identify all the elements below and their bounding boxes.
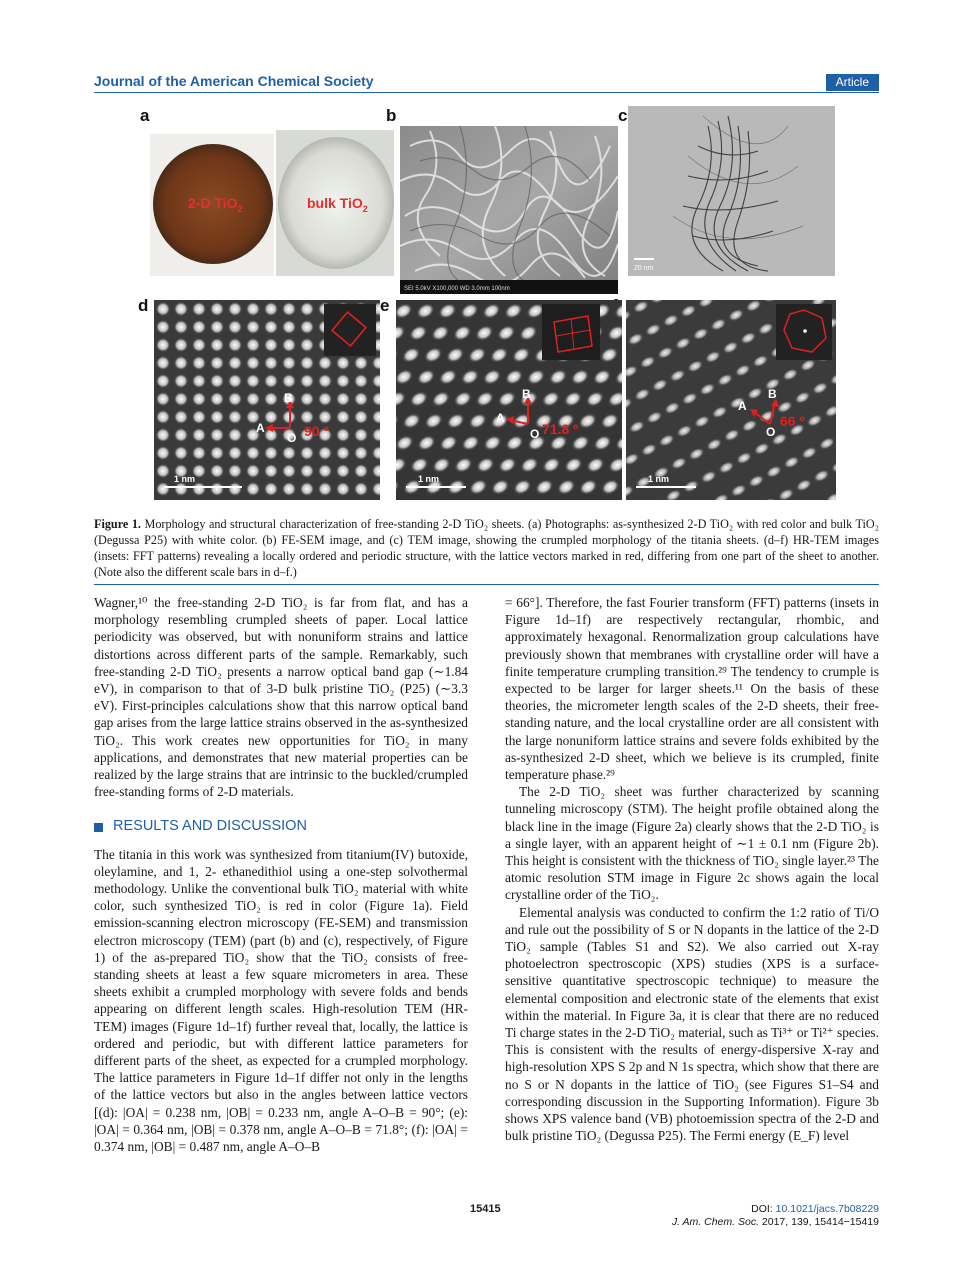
footer-citation <box>672 1203 879 1229</box>
panel-label-b: b <box>386 106 397 125</box>
scale-1nm-d: 1 nm <box>174 474 196 484</box>
section-square-icon <box>94 823 103 832</box>
paragraph: Elemental analysis was conducted to confirm the 1:2 ratio of Ti/O and rule out the possibility of S or N dopants in the lattice of the 2-D TiO₂ sample (Tables S1 and S2). We also carried out X-ray photoelectron spectroscopic (XPS) studies (XPS is a surface-sensitive quantitative spectroscopic technique) to measure the elemental composition and electronic state of the elements that exist within the material. In Figure 3a, it is clear that there are no reduced Ti charge states in the 2-D TiO₂ material, such as Ti³⁺ or Ti²⁺ species. This is consistent with the results of energy-dispersive X-ray and high-resolution XPS S 2p and N 1s spectra, which show that there are no S or N dopants in the lattice of TiO₂ (see Figures S1–S4 and corresponding discussion in the Supporting Information). Figure 3b shows XPS valence band (VB) photoemission spectra of the 2-D and bulk pristine TiO₂ (Degussa P25). The Fermi energy (E_F) level <box>505 904 879 1144</box>
section-heading <box>94 818 468 835</box>
journal-title[interactable]: Journal of the American Chemical Society <box>94 73 374 89</box>
panel-label-c: c <box>618 106 628 125</box>
panel-label-e: e <box>380 296 390 315</box>
panel-f-hrtem <box>626 300 836 500</box>
body-column-left <box>94 594 468 1155</box>
caption-label: Figure 1. <box>94 517 141 531</box>
lattice-angle: 71.8 º <box>542 421 579 437</box>
label-2d-tio2: 2-D TiO$_2$ <box>188 195 243 214</box>
vector-b-label: B <box>522 387 531 401</box>
doi-link[interactable]: 10.1021/jacs.7b08229 <box>775 1203 879 1215</box>
paragraph: = 66°]. Therefore, the fast Fourier transform (FFT) patterns (insets in Figure 1d–1f) are respectively rectangular, rhombic, and approximately hexagonal. Renormalization group calculations have previously shown that membranes with crystalline order will have a finite temperature crumpling transition.²⁹ The tendency to crumple is expected to be larger for larger sheets.¹¹ On the basis of these theories, the micrometer length scales of the 2-D sheets, their free-standing nature, and the local crystalline order are all consistent with the large nonuniform lattice strains and severe folds exhibited by the as-synthesized 2-D sheet, which we believe is its crumpled, finite temperature phase.²⁹ <box>505 595 879 783</box>
page-number: 15415 <box>470 1203 501 1215</box>
body-column-right <box>505 594 879 1145</box>
figure-caption <box>94 516 879 580</box>
lattice-angle: 90 º <box>304 423 329 439</box>
vector-b-label: B <box>284 391 293 405</box>
paragraph: The 2-D TiO₂ sheet was further characterized by scanning tunneling microscopy (STM). The height profile obtained along the black line in the image (Figure 2a) clearly shows that the 2-D TiO₂ is a single layer, with an apparent height of ∼1 ± 0.1 nm (Figure 2b). This height is consistent with the thickness of TiO₂ single layer.²³ The atomic resolution STM image in Figure 2c shows again the local crystalline order of the TiO₂. <box>505 784 879 903</box>
section-title: RESULTS AND DISCUSSION <box>113 818 307 835</box>
panel-label-d: d <box>138 296 149 315</box>
panel-label-a: a <box>140 106 150 125</box>
paragraph: Wagner,¹⁰ the free-standing 2-D TiO₂ is far from flat, and has a morphology resembling crumpled sheets of paper. Local lattice periodicity was observed, but with nonuniform strains and lattice distortions across different parts of the sample. Remarkably, such free-standing 2-D TiO₂ presents a narrow optical band gap (∼1.84 eV), in comparison to that of 3-D bulk pristine TiO₂ (P25) (∼3.3 eV). First-principles calculations show that this narrow optical band gap arises from the large lattice strains observed in the as-synthesized TiO₂. This work creates new opportunities for TiO₂ in many applications, and demonstrates that new material properties can be realized by the large strains that are intrinsic to the buckled/crumpled free-standing forms of 2-D materials. <box>94 595 468 800</box>
journal-header <box>94 73 879 93</box>
panel-b-fe-sem <box>400 126 618 294</box>
origin-o-label: O <box>287 431 297 445</box>
label-bulk-tio2: bulk TiO$_2$ <box>307 195 368 214</box>
article-type-badge: Article <box>826 74 879 91</box>
tem-scale-text: 20 nm <box>634 265 654 272</box>
caption-divider <box>94 584 879 585</box>
vector-a-label: A <box>256 421 265 435</box>
panel-d-hrtem <box>154 300 380 500</box>
panel-c-tem <box>628 106 835 276</box>
doi-prefix: DOI: <box>751 1203 776 1215</box>
lattice-angle: 66 º <box>780 413 805 429</box>
vector-a-label: A <box>496 411 505 425</box>
vector-b-label: B <box>768 387 777 401</box>
paragraph: The titania in this work was synthesized from titanium(IV) butoxide, oleylamine, and 1, 2- ethanedithiol using a one-step solvothermal methodology. Unlike the conventional bulk TiO₂ material with white color, such synthesized TiO₂ is red in color (Figure 1a). Field emission-scanning electron microscopy (FE-SEM) and transmission electron microscopy (TEM) (part (b) and (c), respectively, of Figure 1) of the as-prepared TiO₂ show that the TiO₂ consists of free-standing sheets at least a few square micrometers in area. These sheets exhibit a crumpled morphology with severe folds and bends appearing on different length scales. High-resolution TEM (HR-TEM) images (Figure 1d–1f) further reveal that, locally, the lattice is ordered and periodic, but with different lattice parameters for different parts of the sheet, as expected for a crumpled morphology. The lattice parameters in Figure 1d–1f differ not only in the lengths of the lattice vectors but also in the angles between lattice vectors [(d): |OA| = 0.238 nm, |OB| = 0.233 nm, angle A–O–B = 90°; (e): |OA| = 0.364 nm, |OB| = 0.378 nm, angle A–O–B = 71.8°; (f): |OA| = 0.374 nm, |OB| = 0.487 nm, angle A–O–B <box>94 846 468 1155</box>
sem-scalebar-text: SEI 5.0kV X100,000 WD 3.0mm 100nm <box>404 286 510 292</box>
vector-a-label: A <box>738 399 747 413</box>
scale-1nm-e: 1 nm <box>418 474 440 484</box>
panel-a-photographs <box>150 126 394 276</box>
citation-journal: J. Am. Chem. Soc. <box>671 1216 759 1228</box>
figure-1 <box>140 104 840 504</box>
citation-volume: 2017, 139, 15414−15419 <box>759 1216 879 1228</box>
caption-text: Morphology and structural characterization of free-standing 2-D TiO₂ sheets. (a) Photographs: as-synthesized 2-D TiO₂ with red color and bulk TiO₂ (Degussa P25) with white color. (b) FE-SEM image, and (c) TEM image, showing the crumpled morphology of the titania sheets. (d–f) HR-TEM images (insets: FFT patterns) revealing a locally ordered and periodic structure, with the lattice vectors marked in red, differing from one part of the sheet to another. (Note also the different scale bars in d–f.) <box>94 517 879 579</box>
origin-o-label: O <box>530 427 540 441</box>
scale-1nm-f: 1 nm <box>648 474 670 484</box>
panel-e-hrtem <box>396 300 622 500</box>
origin-o-label: O <box>766 425 776 439</box>
